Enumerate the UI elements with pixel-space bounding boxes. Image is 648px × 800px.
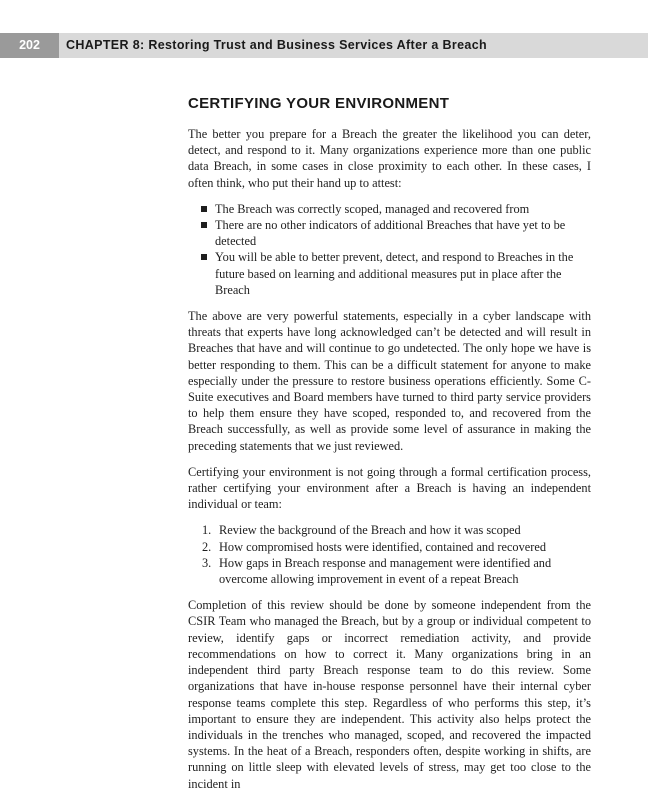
item-number: 2. [202,539,212,554]
numbered-item [188,539,591,555]
item-number: 3. [202,555,212,570]
item-number: 1. [202,523,212,538]
chapter-running-head: CHAPTER 8: Restoring Trust and Business Services After a Breach [66,38,488,52]
section-heading: CERTIFYING YOUR ENVIRONMENT [188,95,450,112]
numbered-item [188,522,591,538]
bullet-item: The Breach was correctly scoped, managed and recovered from [188,201,591,217]
body-paragraph-3: Certifying your environment is not going through a formal certification process, rather certifying your environment after a Breach is having an independent individual or team: [188,464,591,512]
bullet-item: You will be able to better prevent, detect, and respond to Breaches in the future based on learning and additional measures put in place after the Breach [188,249,591,298]
body-paragraph-2: The above are very powerful statements, especially in a cyber landscape with threats that experts have long acknowledged can’t be detected and will result in Breaches that have and will continue to go undetected. The only hope we have is better responding to them. This can be a difficult statement for anyone to make especially under the pressure to restore business operations efficiently. Some C-Suite executives and Board members have turned to third party service providers to help them ensure they have scoped, responded to, and recovered from the Breach successfully, as well as provide some level of assurance in making the preceding statements that we just reviewed. [188,309,591,453]
page-body [188,94,591,792]
numbered-list [188,522,591,587]
numbered-item [188,555,591,587]
item-text: How compromised hosts were identified, contained and recovered [219,539,547,554]
running-header [0,33,648,58]
body-paragraph-4: Completion of this review should be done by someone independent from the CSIR Team who managed the Breach, but by a group or individual competent to review, identify gaps or incorrect remediation activity, and provide recommendations on how to correct it. Many organizations bring in an independent third party Breach response team to do this review. Some organizations that have in-house response personnel have their internal cyber response teams complete this step. Regardless of who performs this step, it’s important to ensure they are independent. This activity also helps protect the individuals in the trenches who managed, scoped, and recovered the impacted systems. In the heat of a Breach, responders often, despite working in shifts, are running on little sleep with elevated levels of stress, may get too close to the incident in [188,598,591,791]
intro-paragraph: The better you prepare for a Breach the greater the likelihood you can deter, detect, and respond to it. Many organizations experience more than one public data Breach, in some cases in close proximity to each other. In these cases, I often think, who put their hand up to attest: [188,127,591,190]
bullet-item: There are no other indicators of additional Breaches that have yet to be detected [188,217,591,249]
bullet-list [188,201,591,298]
item-text: Review the background of the Breach and how it was scoped [219,523,521,538]
page-number: 202 [0,33,59,58]
item-text: How gaps in Breach response and management were identified and overcome allowing improvement in event of a repeat Breach [219,555,552,587]
